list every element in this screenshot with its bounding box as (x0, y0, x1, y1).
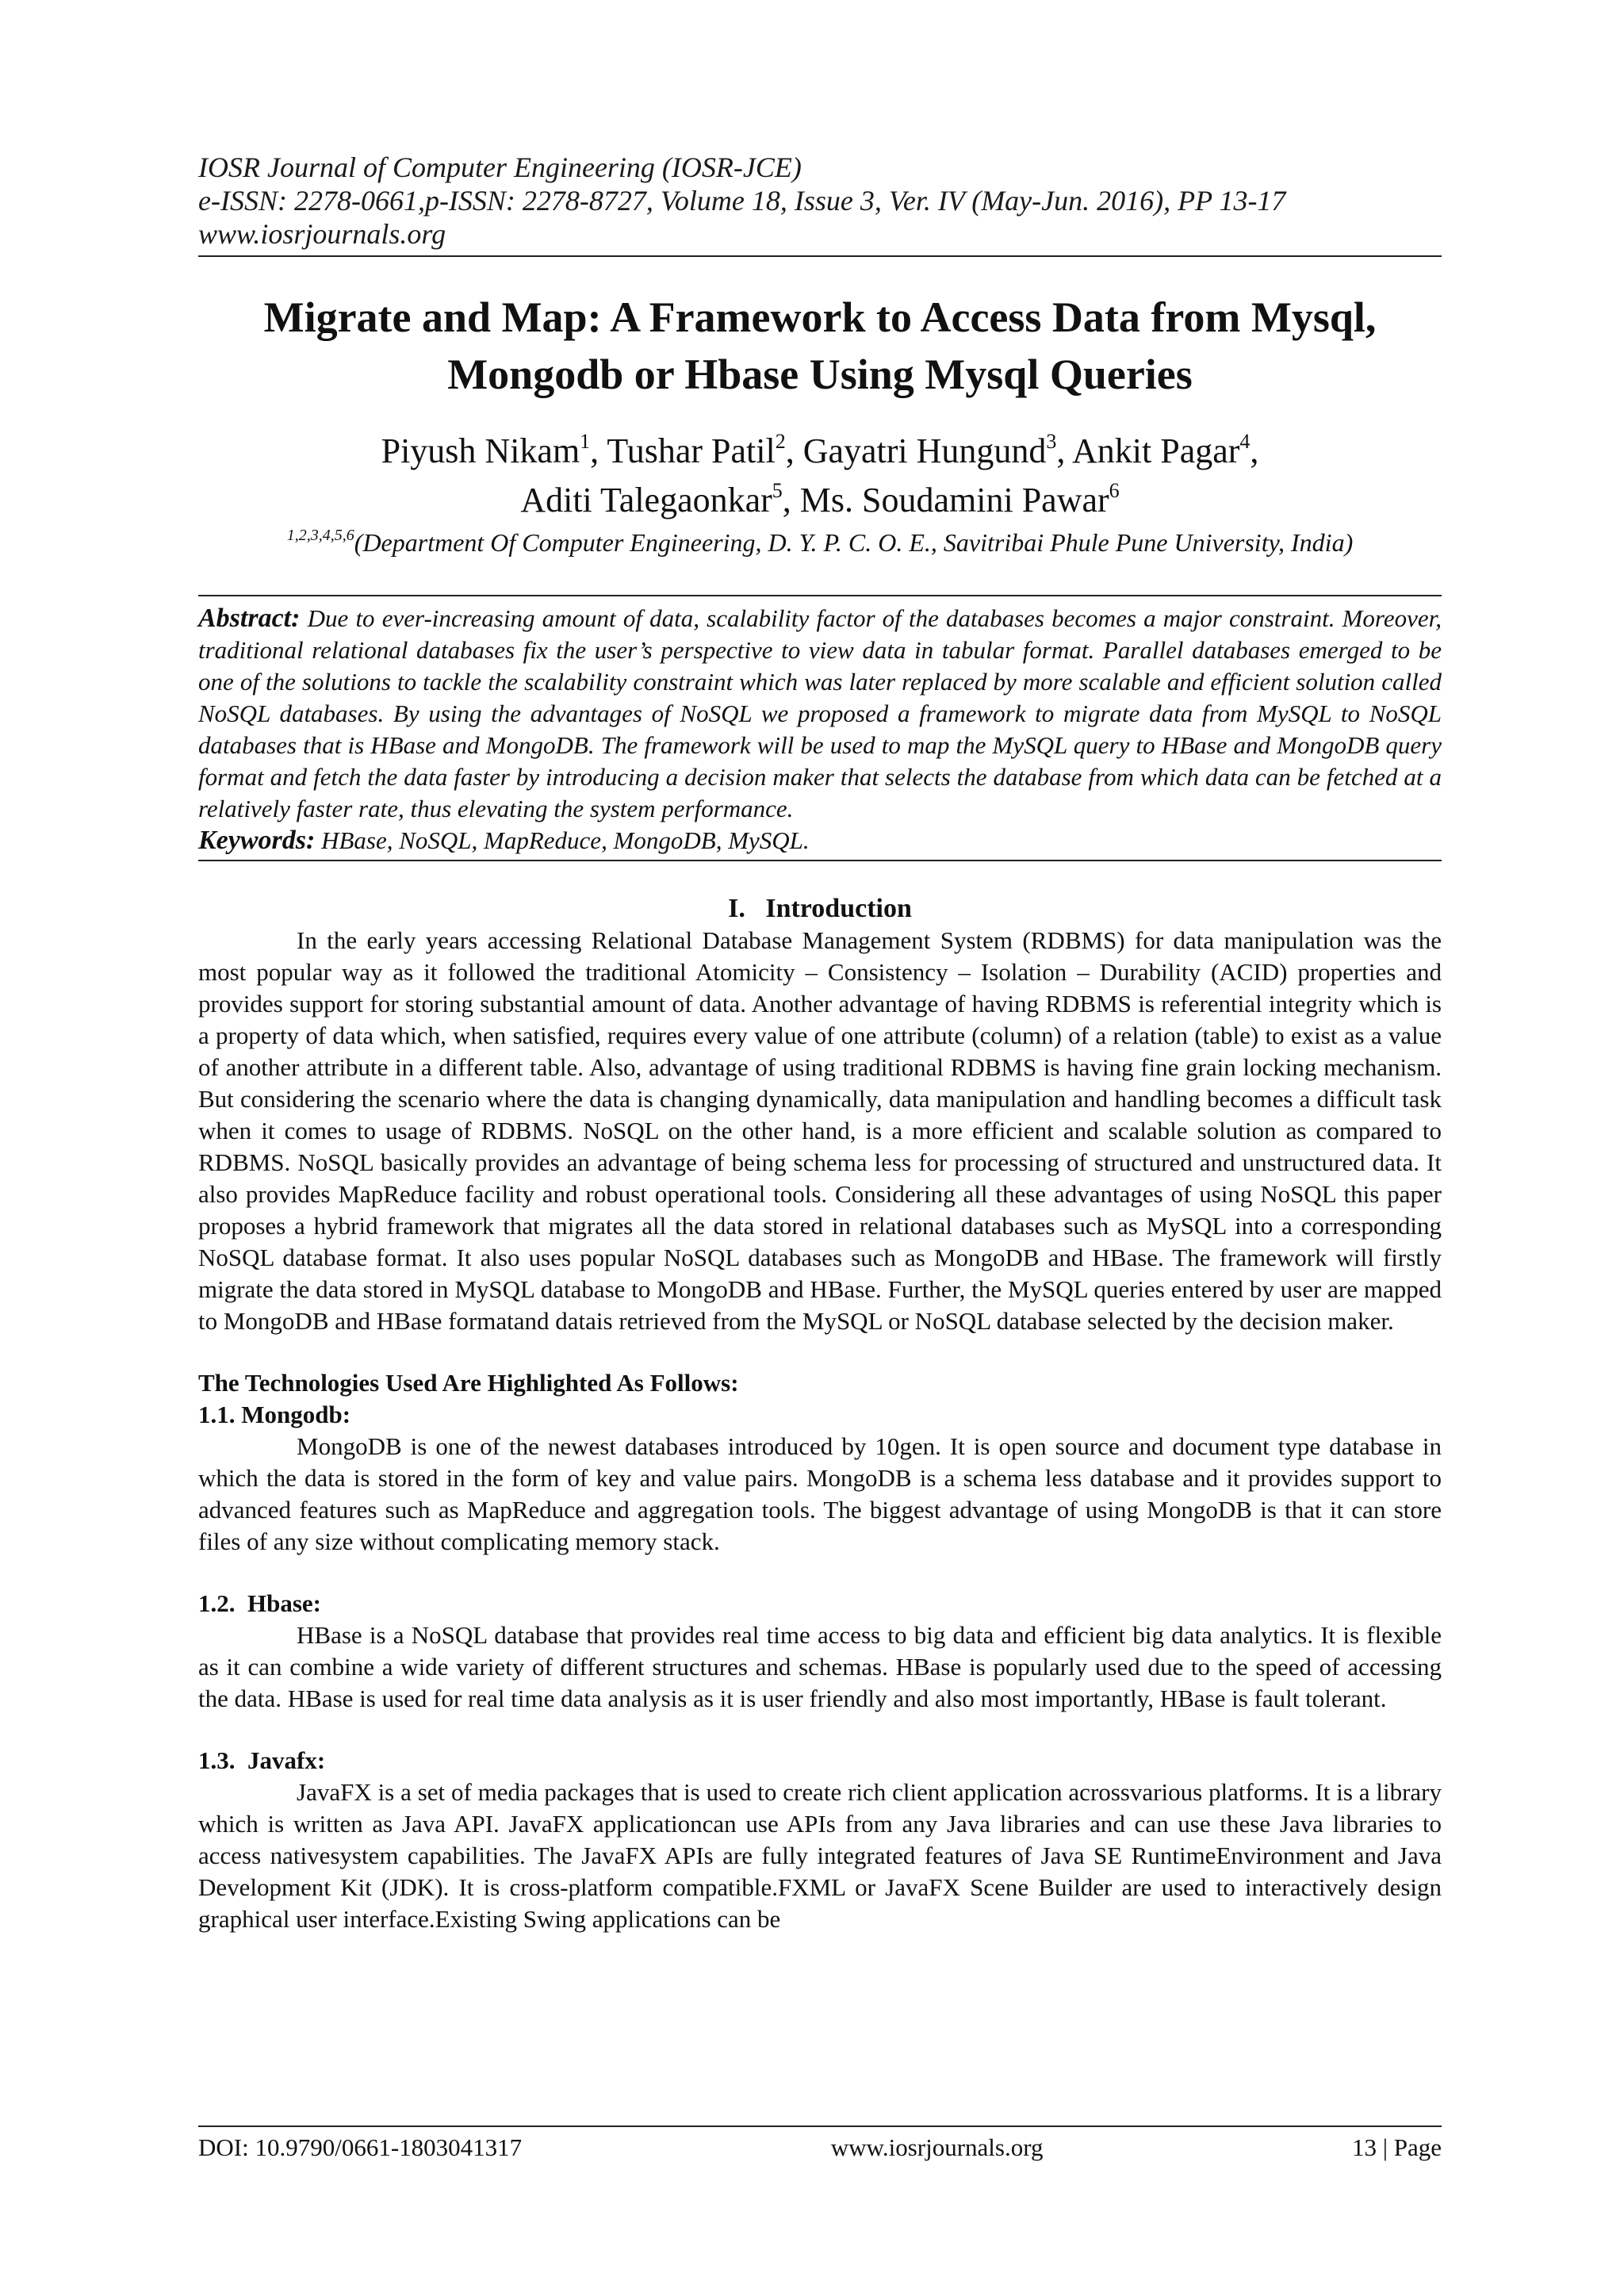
footer-divider (198, 2125, 1442, 2127)
affiliation (198, 525, 1442, 560)
author-number: 4 (1239, 430, 1251, 453)
author-number: 5 (772, 479, 783, 502)
author-number: 1 (580, 430, 591, 453)
author-separator: , (785, 431, 803, 470)
journal-header (198, 151, 1442, 251)
title-line-2: Mongodb or Hbase Using Mysql Queries (447, 351, 1193, 398)
affiliation-text: (Department Of Computer Engineering, D. Y. P. C. O. E., Savitribai Phule Pune University, India) (354, 528, 1354, 557)
author-name: Ankit Pagar (1072, 431, 1240, 470)
author-line-2 (198, 476, 1442, 525)
author-name: Gayatri Hungund (802, 431, 1047, 470)
affiliation-numbers: 1,2,3,4,5,6 (286, 527, 354, 544)
paper-title (198, 289, 1442, 403)
keywords-label: Keywords: (198, 826, 316, 855)
author-name: Ms. Soudamini Pawar (799, 481, 1109, 519)
issn-line: e-ISSN: 2278-0661,p-ISSN: 2278-8727, Volume 18, Issue 3, Ver. IV (May-Jun. 2016), PP 13-17 (198, 185, 1286, 217)
header-divider (198, 255, 1442, 257)
footer-website: www.iosrjournals.org (830, 2133, 1044, 2161)
author-separator: , (1250, 431, 1259, 470)
abstract-text: Due to ever-increasing amount of data, scalability factor of the databases becomes a major constraint. Moreover, traditional relational databases fix the user’s perspective to view data in tabular format. Parallel databases emerged to be one of the solutions to tackle the scalability constraint which was later replaced by more scalable and efficient solution called NoSQL databases. By using the advantages of NoSQL we proposed a framework to migrate data from MySQL to NoSQL databases that is HBase and MongoDB. The framework will be used to map the MySQL query to HBase and MongoDB query format and fetch the data faster by introducing a decision maker that selects the database from which data can be fetched at a relatively faster rate, thus elevating the system performance. (198, 604, 1442, 822)
section-heading-introduction: I. Introduction (728, 894, 912, 923)
technologies-heading: The Technologies Used Are Highlighted As Follows: (198, 1369, 739, 1397)
author-number: 3 (1046, 430, 1057, 453)
abstract-top-divider (198, 595, 1442, 596)
author-list (198, 427, 1442, 525)
subsection-heading-javafx: 1.3. Javafx: (198, 1746, 326, 1774)
abstract (198, 603, 1442, 825)
hbase-paragraph: HBase is a NoSQL database that provides real time access to big data and efficient big data analytics. It is flexible as it can combine a wide variety of different structures and schemas. HBase is popularly used due to the speed of accessing the data. HBase is used for real time data analysis as it is user friendly and also most importantly, HBase is fault tolerant. (198, 1621, 1442, 1712)
keywords-bottom-divider (198, 860, 1442, 861)
author-separator: , (1056, 431, 1072, 470)
journal-website: www.iosrjournals.org (198, 218, 446, 250)
abstract-label: Abstract: (198, 604, 301, 633)
author-name: Tushar Patil (607, 431, 776, 470)
subsection-heading-mongodb: 1.1. Mongodb: (198, 1401, 351, 1428)
author-line-1 (198, 427, 1442, 476)
author-name: Aditi Talegaonkar (520, 481, 772, 519)
subsection-heading-hbase: 1.2. Hbase: (198, 1589, 321, 1617)
title-line-1: Migrate and Map: A Framework to Access Data from Mysql, (263, 293, 1377, 341)
author-number: 2 (775, 430, 786, 453)
author-separator: , (590, 431, 607, 470)
keywords (198, 825, 1442, 857)
introduction-paragraph: In the early years accessing Relational Database Management System (RDBMS) for data manipulation was the most popular way as it followed the traditional Atomicity – Consistency – Isolation – Durability (ACID) properties and provides support for storing substantial amount of data. Another advantage of having RDBMS is referential integrity which is a property of data which, when satisfied, requires every value of one attribute (column) of a relation (table) to exist as a value of another attribute in a different table. Also, advantage of using traditional RDBMS is having fine grain locking mechanism. But considering the scenario where the data is changing dynamically, data manipulation and handling becomes a difficult task when it comes to usage of RDBMS. NoSQL on the other hand, is a more efficient and scalable solution as compared to RDBMS. NoSQL basically provides an advantage of being schema less for processing of structured and unstructured data. It also provides MapReduce facility and robust operational tools. Considering all these advantages of using NoSQL this paper proposes a hybrid framework that migrates all the data stored in relational databases such as MySQL into a corresponding NoSQL database format. It also uses popular NoSQL databases such as MongoDB and HBase. The framework will firstly migrate the data stored in MySQL database to MongoDB and HBase. Further, the MySQL queries entered by user are mapped to MongoDB and HBase formatand datais retrieved from the MySQL or NoSQL database selected by the decision maker. (198, 926, 1442, 1335)
author-number: 6 (1109, 479, 1120, 502)
keywords-text: HBase, NoSQL, MapReduce, MongoDB, MySQL. (321, 826, 810, 854)
footer-row (198, 2132, 1442, 2164)
author-name: Piyush Nikam (381, 431, 580, 470)
javafx-paragraph: JavaFX is a set of media packages that is used to create rich client application acrossvarious platforms. It is a library which is written as Java API. JavaFX applicationcan use APIs from any Java libraries and can use these Java libraries to access nativesystem capabilities. The JavaFX APIs are fully integrated features of Java SE RuntimeEnvironment and Java Development Kit (JDK). It is cross-platform compatible.FXML or JavaFX Scene Builder are used to interactively design graphical user interface.Existing Swing applications can be (198, 1778, 1442, 1933)
footer-page-number: 13 | Page (1352, 2133, 1442, 2161)
journal-name: IOSR Journal of Computer Engineering (IOSR-JCE) (198, 151, 802, 183)
author-separator: , (782, 481, 800, 519)
footer-doi: DOI: 10.9790/0661-1803041317 (198, 2133, 523, 2161)
mongodb-paragraph: MongoDB is one of the newest databases introduced by 10gen. It is open source and document type database in which the data is stored in the form of key and value pairs. MongoDB is a schema less database and it provides support to advanced features such as MapReduce and aggregation tools. The biggest advantage of using MongoDB is that it can store files of any size without complicating memory stack. (198, 1432, 1442, 1555)
paper-page (198, 151, 1442, 1935)
page-footer (198, 2125, 1442, 2164)
